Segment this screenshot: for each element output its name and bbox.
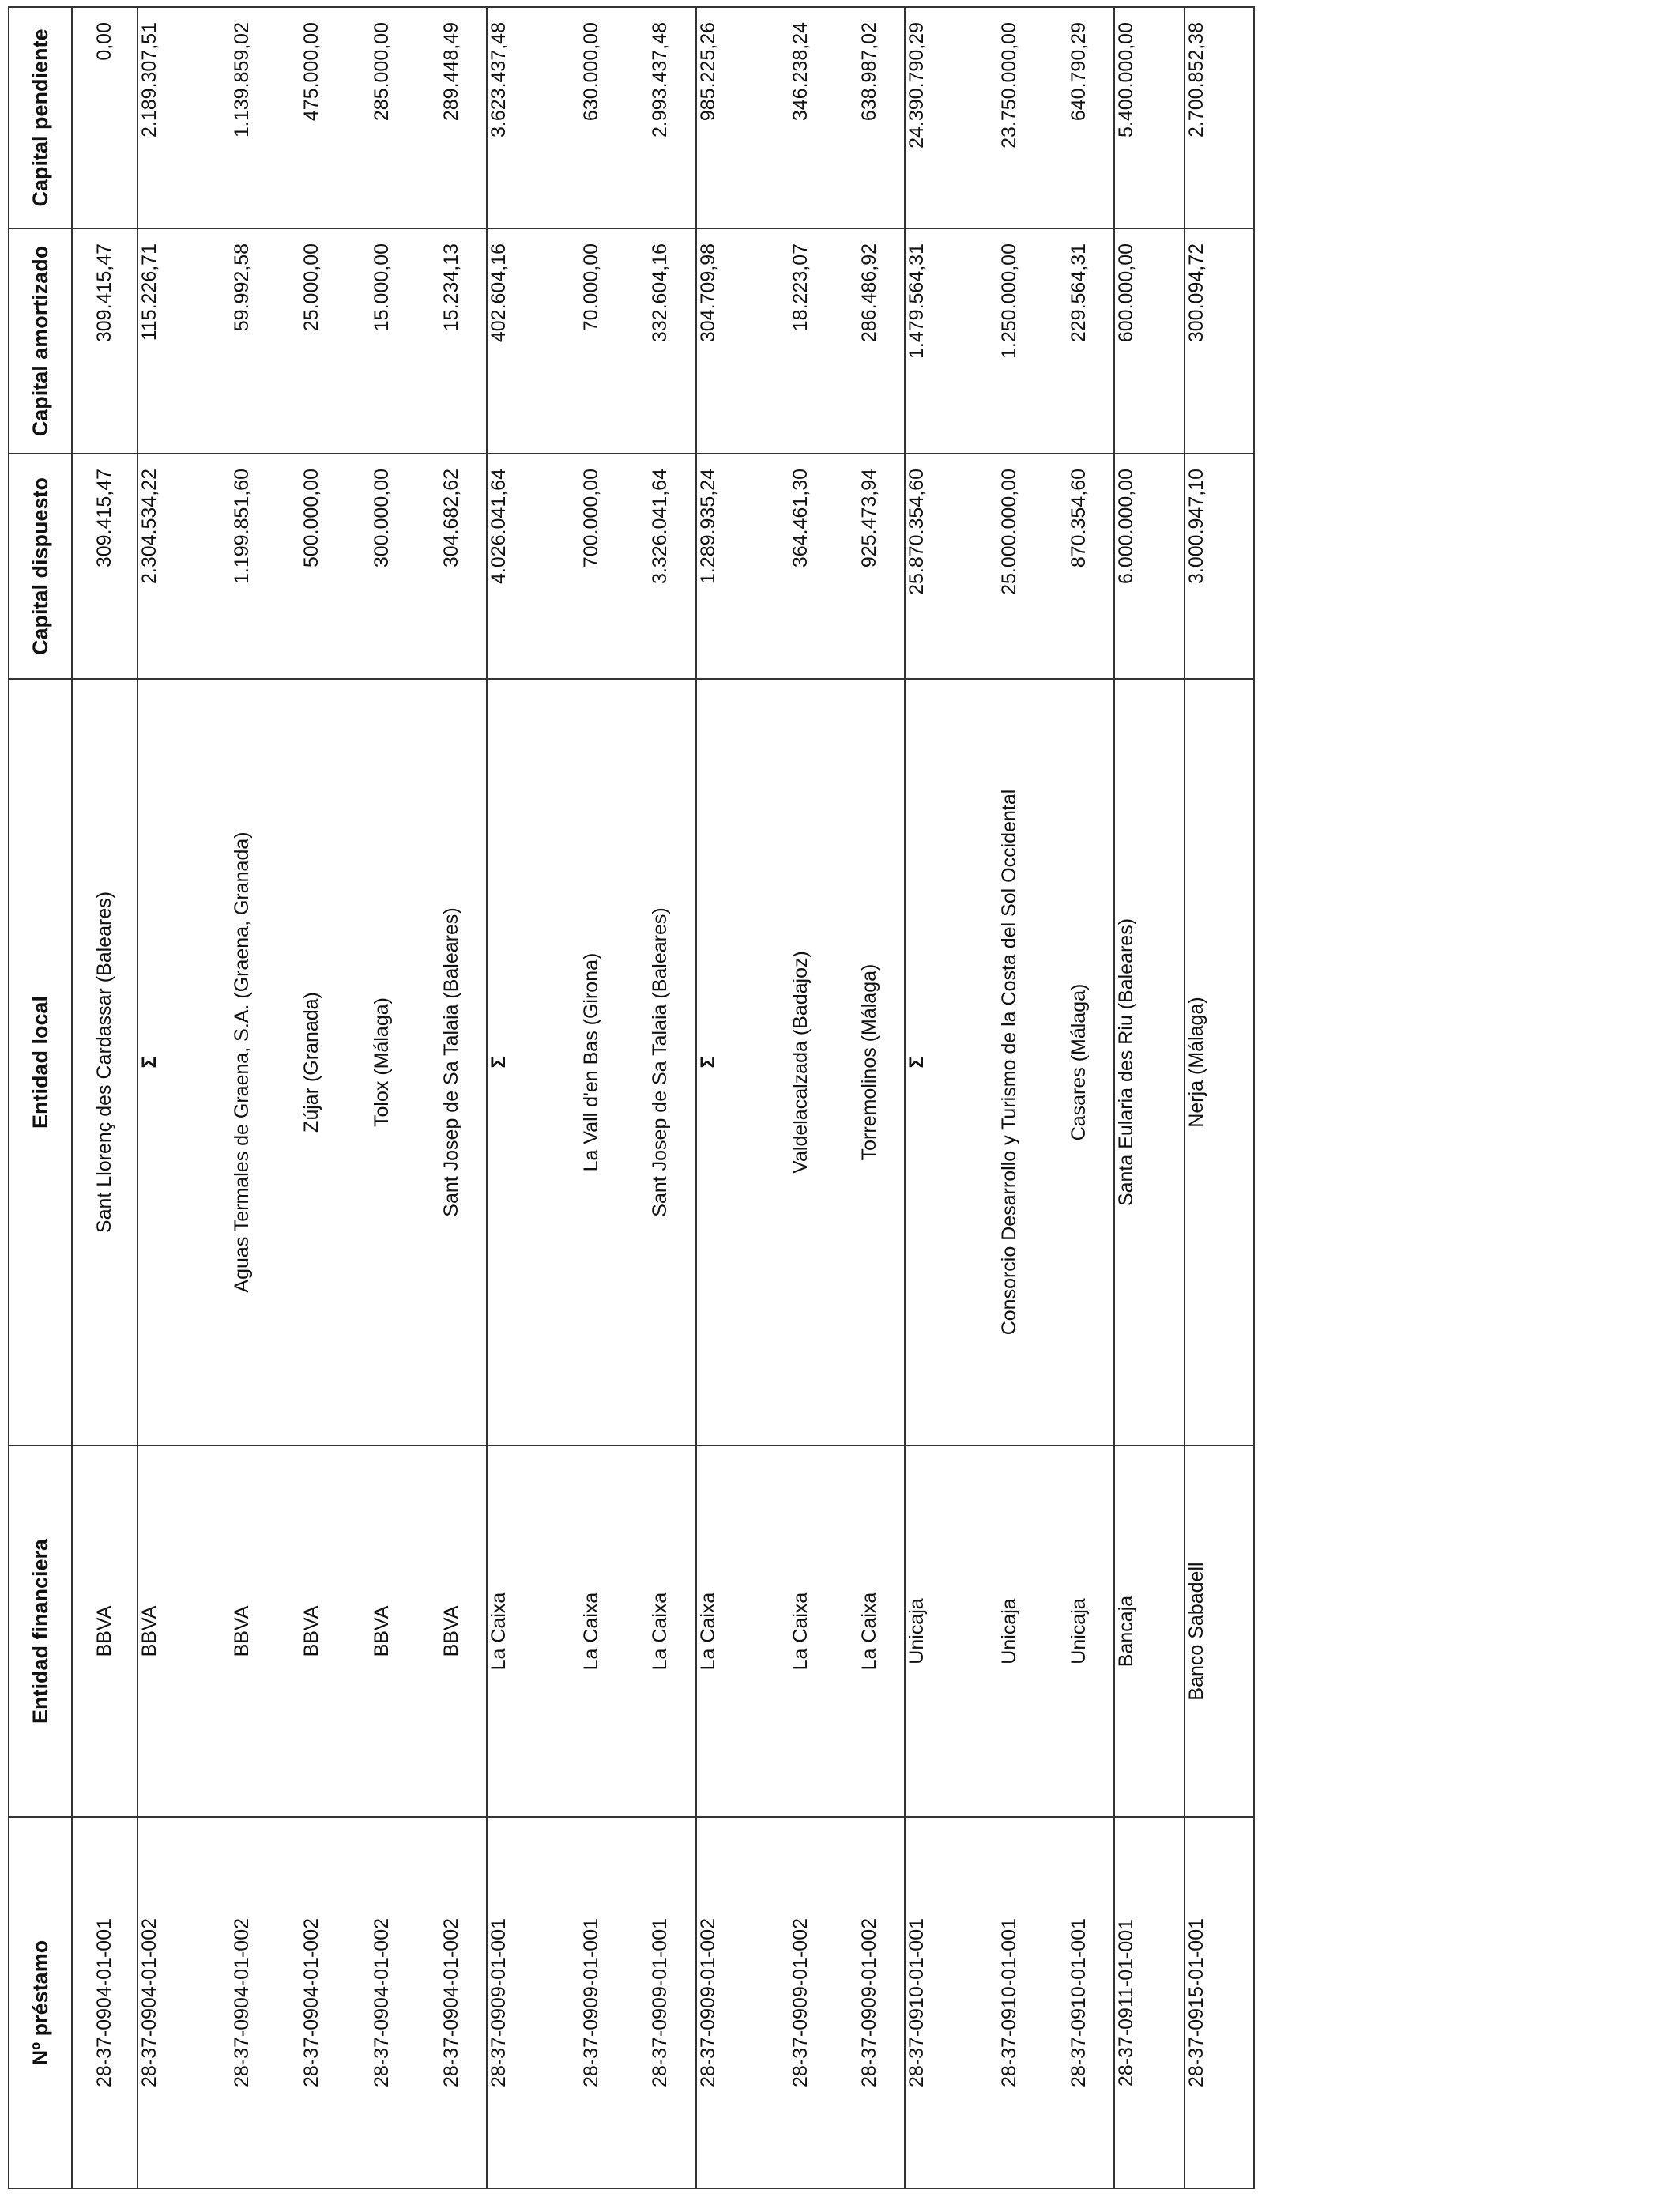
cell-local-entity: Santa Eularia des Riu (Baleares) <box>1114 679 1184 1446</box>
cell-capital-pending: 475.000,00 <box>277 7 347 228</box>
cell-capital-amortized: 300.094,72 <box>1185 228 1254 454</box>
cell-local-entity: La Vall d'en Bas (Girona) <box>556 679 626 1446</box>
header-bank: Entidad financiera <box>9 1446 72 1817</box>
cell-local-entity: Σ <box>905 679 974 1446</box>
table-row <box>1114 7 1184 2188</box>
cell-capital-amortized: 25.000,00 <box>277 228 347 454</box>
cell-capital-disposed: 25.870.354,60 <box>905 454 974 679</box>
cell-capital-pending: 24.390.790,29 <box>905 7 974 228</box>
cell-capital-disposed: 2.304.534,22 <box>137 454 207 679</box>
cell-loan-number: 28-37-0909-01-001 <box>487 1817 556 2188</box>
cell-capital-amortized: 229.564,31 <box>1045 228 1114 454</box>
cell-capital-disposed: 304.682,62 <box>416 454 486 679</box>
cell-loan-number: 28-37-0909-01-002 <box>696 1817 766 2188</box>
table-row <box>696 7 766 2188</box>
cell-loan-number: 28-37-0909-01-001 <box>626 1817 695 2188</box>
cell-local-entity: Sant Llorenç des Cardassar (Baleares) <box>72 679 137 1446</box>
table-header-row <box>9 7 72 2188</box>
cell-local-entity: Σ <box>487 679 556 1446</box>
cell-capital-disposed: 6.000.000,00 <box>1114 454 1184 679</box>
table-row <box>487 7 556 2188</box>
cell-capital-disposed: 300.000,00 <box>347 454 416 679</box>
cell-capital-amortized: 600.000,00 <box>1114 228 1184 454</box>
table-body <box>72 7 1254 2188</box>
cell-loan-number: 28-37-0909-01-001 <box>556 1817 626 2188</box>
cell-capital-pending: 640.790,29 <box>1045 7 1114 228</box>
cell-bank: Banco Sabadell <box>1185 1446 1254 1817</box>
cell-capital-pending: 285.000,00 <box>347 7 416 228</box>
cell-capital-amortized: 70.000,00 <box>556 228 626 454</box>
cell-capital-disposed: 3.000.947,10 <box>1185 454 1254 679</box>
cell-loan-number: 28-37-0904-01-002 <box>416 1817 486 2188</box>
loans-table <box>8 6 1255 2189</box>
cell-bank: Unicaja <box>1045 1446 1114 1817</box>
table-row <box>208 7 277 2188</box>
table-row <box>766 7 835 2188</box>
cell-bank: BBVA <box>347 1446 416 1817</box>
cell-bank: Bancaja <box>1114 1446 1184 1817</box>
cell-capital-amortized: 332.604,16 <box>626 228 695 454</box>
cell-loan-number: 28-37-0909-01-002 <box>766 1817 835 2188</box>
table-row <box>347 7 416 2188</box>
cell-local-entity: Casares (Málaga) <box>1045 679 1114 1446</box>
cell-local-entity: Nerja (Málaga) <box>1185 679 1254 1446</box>
cell-bank: La Caixa <box>696 1446 766 1817</box>
cell-loan-number: 28-37-0915-01-001 <box>1185 1817 1254 2188</box>
cell-local-entity: Torremolinos (Málaga) <box>835 679 905 1446</box>
table-row <box>72 7 137 2188</box>
cell-capital-disposed: 4.026.041,64 <box>487 454 556 679</box>
cell-loan-number: 28-37-0904-01-002 <box>347 1817 416 2188</box>
cell-local-entity: Valdelacalzada (Badajoz) <box>766 679 835 1446</box>
cell-capital-disposed: 1.289.935,24 <box>696 454 766 679</box>
cell-bank: Unicaja <box>905 1446 974 1817</box>
cell-capital-pending: 2.189.307,51 <box>137 7 207 228</box>
cell-bank: La Caixa <box>626 1446 695 1817</box>
header-local-entity: Entidad local <box>9 679 72 1446</box>
table-row <box>277 7 347 2188</box>
cell-capital-amortized: 18.223,07 <box>766 228 835 454</box>
cell-loan-number: 28-37-0911-01-001 <box>1114 1817 1184 2188</box>
cell-bank: BBVA <box>137 1446 207 1817</box>
cell-capital-amortized: 286.486,92 <box>835 228 905 454</box>
cell-capital-amortized: 402.604,16 <box>487 228 556 454</box>
table-row <box>905 7 974 2188</box>
header-loan-number: Nº préstamo <box>9 1817 72 2188</box>
cell-bank: BBVA <box>208 1446 277 1817</box>
cell-capital-disposed: 364.461,30 <box>766 454 835 679</box>
cell-local-entity: Consorcio Desarrollo y Turismo de la Costa del Sol Occidental <box>975 679 1045 1446</box>
cell-loan-number: 28-37-0910-01-001 <box>975 1817 1045 2188</box>
cell-capital-disposed: 500.000,00 <box>277 454 347 679</box>
table-row <box>556 7 626 2188</box>
cell-capital-pending: 3.623.437,48 <box>487 7 556 228</box>
header-capital-disposed: Capital dispuesto <box>9 454 72 679</box>
table-row <box>1185 7 1254 2188</box>
cell-capital-amortized: 15.000,00 <box>347 228 416 454</box>
cell-capital-amortized: 15.234,13 <box>416 228 486 454</box>
table-row <box>626 7 695 2188</box>
rotated-page <box>8 8 1255 2189</box>
table-row <box>1045 7 1114 2188</box>
cell-capital-amortized: 304.709,98 <box>696 228 766 454</box>
cell-capital-amortized: 1.250.000,00 <box>975 228 1045 454</box>
cell-bank: La Caixa <box>766 1446 835 1817</box>
cell-loan-number: 28-37-0910-01-001 <box>1045 1817 1114 2188</box>
cell-capital-pending: 0,00 <box>72 7 137 228</box>
cell-bank: Unicaja <box>975 1446 1045 1817</box>
table-row <box>137 7 207 2188</box>
header-capital-pending: Capital pendiente <box>9 7 72 228</box>
cell-bank: La Caixa <box>556 1446 626 1817</box>
cell-local-entity: Sant Josep de Sa Talaia (Baleares) <box>416 679 486 1446</box>
cell-capital-pending: 630.000,00 <box>556 7 626 228</box>
table-row <box>975 7 1045 2188</box>
cell-local-entity: Σ <box>137 679 207 1446</box>
cell-capital-disposed: 1.199.851,60 <box>208 454 277 679</box>
cell-capital-amortized: 115.226,71 <box>137 228 207 454</box>
cell-local-entity: Sant Josep de Sa Talaia (Baleares) <box>626 679 695 1446</box>
cell-local-entity: Tolox (Málaga) <box>347 679 416 1446</box>
cell-bank: La Caixa <box>487 1446 556 1817</box>
cell-bank: BBVA <box>277 1446 347 1817</box>
header-capital-amortized: Capital amortizado <box>9 228 72 454</box>
cell-capital-pending: 2.700.852,38 <box>1185 7 1254 228</box>
cell-bank: La Caixa <box>835 1446 905 1817</box>
cell-local-entity: Aguas Termales de Graena, S.A. (Graena, Granada) <box>208 679 277 1446</box>
cell-bank: BBVA <box>72 1446 137 1817</box>
cell-loan-number: 28-37-0909-01-002 <box>835 1817 905 2188</box>
cell-capital-disposed: 700.000,00 <box>556 454 626 679</box>
cell-capital-pending: 2.993.437,48 <box>626 7 695 228</box>
cell-capital-pending: 1.139.859,02 <box>208 7 277 228</box>
cell-local-entity: Zújar (Granada) <box>277 679 347 1446</box>
cell-capital-disposed: 3.326.041,64 <box>626 454 695 679</box>
cell-capital-amortized: 1.479.564,31 <box>905 228 974 454</box>
cell-capital-pending: 5.400.000,00 <box>1114 7 1184 228</box>
cell-capital-disposed: 309.415,47 <box>72 454 137 679</box>
cell-loan-number: 28-37-0910-01-001 <box>905 1817 974 2188</box>
cell-local-entity: Σ <box>696 679 766 1446</box>
cell-capital-pending: 289.448,49 <box>416 7 486 228</box>
cell-capital-disposed: 925.473,94 <box>835 454 905 679</box>
cell-capital-disposed: 25.000.000,00 <box>975 454 1045 679</box>
table-row <box>416 7 486 2188</box>
cell-capital-disposed: 870.354,60 <box>1045 454 1114 679</box>
cell-loan-number: 28-37-0904-01-002 <box>137 1817 207 2188</box>
cell-capital-amortized: 59.992,58 <box>208 228 277 454</box>
cell-capital-amortized: 309.415,47 <box>72 228 137 454</box>
cell-loan-number: 28-37-0904-01-001 <box>72 1817 137 2188</box>
cell-capital-pending: 346.238,24 <box>766 7 835 228</box>
cell-capital-pending: 638.987,02 <box>835 7 905 228</box>
cell-loan-number: 28-37-0904-01-002 <box>208 1817 277 2188</box>
cell-bank: BBVA <box>416 1446 486 1817</box>
table-row <box>835 7 905 2188</box>
cell-capital-pending: 23.750.000,00 <box>975 7 1045 228</box>
cell-loan-number: 28-37-0904-01-002 <box>277 1817 347 2188</box>
cell-capital-pending: 985.225,26 <box>696 7 766 228</box>
